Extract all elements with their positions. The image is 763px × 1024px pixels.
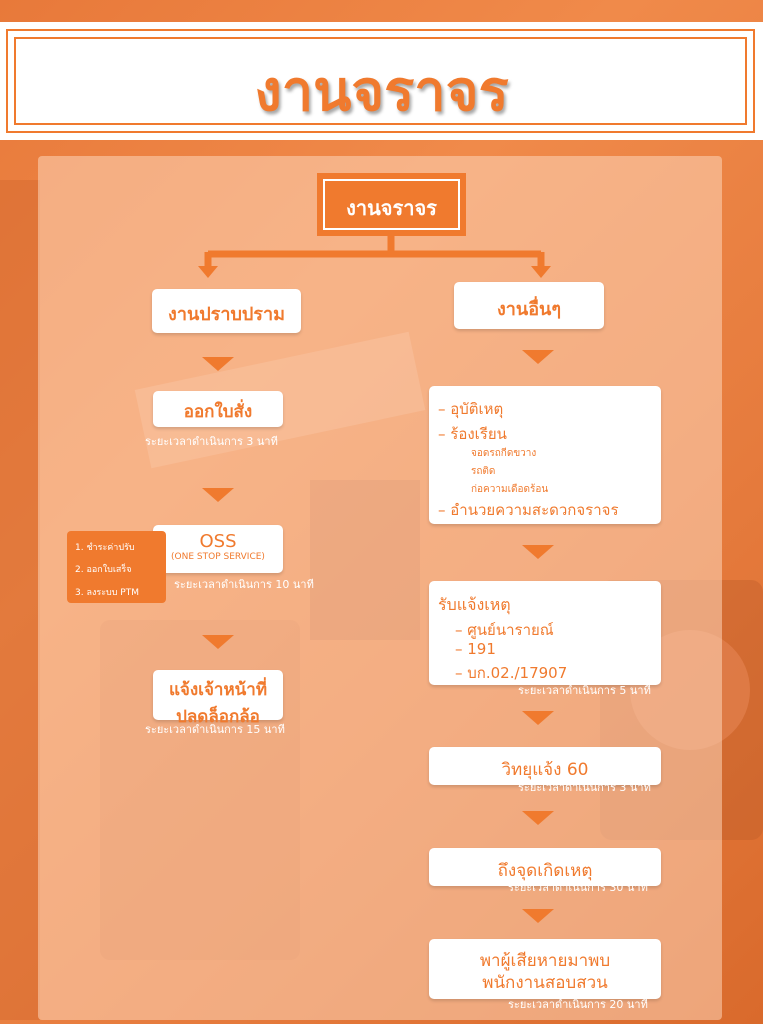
step-radio-label: วิทยุแจ้ง 60	[501, 760, 589, 780]
report-channel-item: – 191	[455, 640, 496, 658]
step-unlock-label-line2: ปลดล็อกล้อ	[176, 707, 260, 727]
arrow-down-icon	[522, 350, 554, 364]
step-unlock-box	[153, 670, 283, 727]
step-investigator-time: ระยะเวลาดำเนินการ 20 นาที	[508, 998, 648, 1011]
step-unlock-label-line1: แจ้งเจ้าหน้าที่	[168, 680, 268, 700]
step-ticket-label: ออกใบสั่ง	[183, 402, 253, 422]
step-ticket-box	[153, 391, 283, 427]
step-oss-sublabel: (ONE STOP SERVICE)	[171, 552, 265, 562]
step-radio-time: ระยะเวลาดำเนินการ 3 นาที	[518, 781, 651, 794]
report-channel-item: – ศูนย์นารายณ์	[455, 621, 554, 639]
right-branch-header	[454, 282, 604, 329]
report-heading: รับแจ้งเหตุ	[438, 595, 511, 614]
step-unlock-time: ระยะเวลาดำเนินการ 15 นาที	[145, 723, 285, 736]
step-investigator-box	[429, 939, 661, 999]
step-ticket-time: ระยะเวลาดำเนินการ 3 นาที	[145, 435, 278, 448]
oss-detail-item: 3. ลงระบบ PTM	[75, 588, 140, 598]
step-investigator-label-line1: พาผู้เสียหายมาพบ	[479, 951, 611, 971]
step-oss-time: ระยะเวลาดำเนินการ 10 นาที	[174, 578, 314, 591]
step-investigator-label-line2: พนักงานสอบสวน	[482, 973, 608, 993]
arrow-down-icon	[202, 357, 234, 371]
step-oss-box	[153, 525, 283, 573]
arrow-down-icon	[522, 545, 554, 559]
oss-details-box	[67, 531, 166, 603]
step-arrive-label: ถึงจุดเกิดเหตุ	[497, 861, 593, 881]
arrow-down-icon	[202, 488, 234, 502]
step-arrive-time: ระยะเวลาดำเนินการ 30 นาที	[508, 881, 648, 894]
oss-detail-item: 2. ออกใบเสร็จ	[75, 565, 132, 575]
case-type-item: – อุบัติเหตุ	[438, 400, 504, 418]
arrow-down-icon	[522, 711, 554, 725]
case-types-box	[429, 386, 661, 524]
page-title: งานจราจร	[254, 59, 509, 124]
case-type-item: – ร้องเรียน	[438, 425, 507, 443]
left-branch-header	[152, 289, 301, 333]
arrow-down-icon	[522, 909, 554, 923]
report-time: ระยะเวลาดำเนินการ 5 นาที	[518, 684, 651, 697]
arrow-down-icon	[202, 635, 234, 649]
complaint-sub-item: ก่อความเดือดร้อน	[471, 484, 549, 495]
report-channel-item: – บก.02./17907	[455, 664, 568, 682]
report-box	[429, 581, 661, 685]
step-oss-label: OSS	[199, 531, 237, 552]
complaint-sub-item: รถติด	[471, 466, 496, 477]
case-type-item: – อำนวยความสะดวกจราจร	[438, 501, 619, 519]
root-node-label: งานจราจร	[346, 196, 437, 220]
arrow-down-icon	[522, 811, 554, 825]
complaint-sub-item: จอดรถกีดขวาง	[471, 448, 537, 459]
left-branch-header-label: งานปราบปราม	[168, 304, 285, 325]
right-branch-header-label: งานอื่นๆ	[497, 299, 561, 320]
oss-detail-item: 1. ชำระค่าปรับ	[75, 543, 135, 553]
